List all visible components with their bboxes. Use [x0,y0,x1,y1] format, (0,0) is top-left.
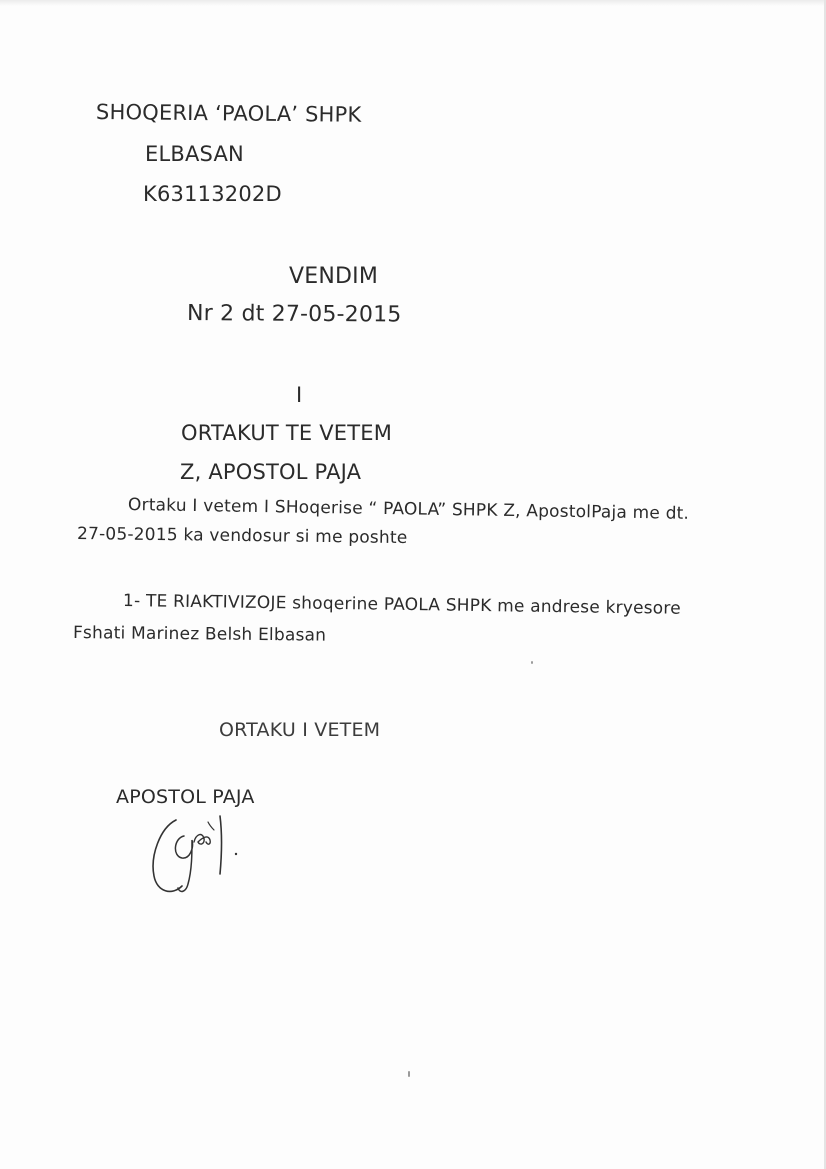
decision-number: Nr 2 dt 27-05-2015 [186,301,402,328]
decision-body: ORTAKUT TE VETEM [181,421,393,445]
signatory-role: ORTAKU I VETEM [219,719,381,741]
signatory-name: APOSTOL PAJA [116,786,255,808]
intro-line-2: 27-05-2015 ka vendosur si me poshte [76,524,408,549]
scan-speck [531,661,533,664]
decision-title: VENDIM [289,264,379,289]
company-city: ELBASAN [145,142,244,166]
decision-partner: Z, APOSTOL PAJA [180,460,362,484]
decision-of: I [296,383,303,407]
scan-top-shadow [0,0,826,6]
signature-icon [148,812,248,898]
scan-speck [408,1071,410,1077]
company-nipt: K63113202D [143,182,282,206]
item-1-line-1: 1- TE RIAKTIVIZOJE shoqerine PAOLA SHPK me andrese kryesore [122,591,681,619]
company-name: SHOQERIA ‘PAOLA’ SHPK [95,100,362,127]
intro-line-1: Ortaku I vetem I SHoqerise “ PAOLA” SHPK Z, ApostolPaja me dt. [127,495,690,524]
item-1-line-2: Fshati Marinez Belsh Elbasan [72,623,327,646]
